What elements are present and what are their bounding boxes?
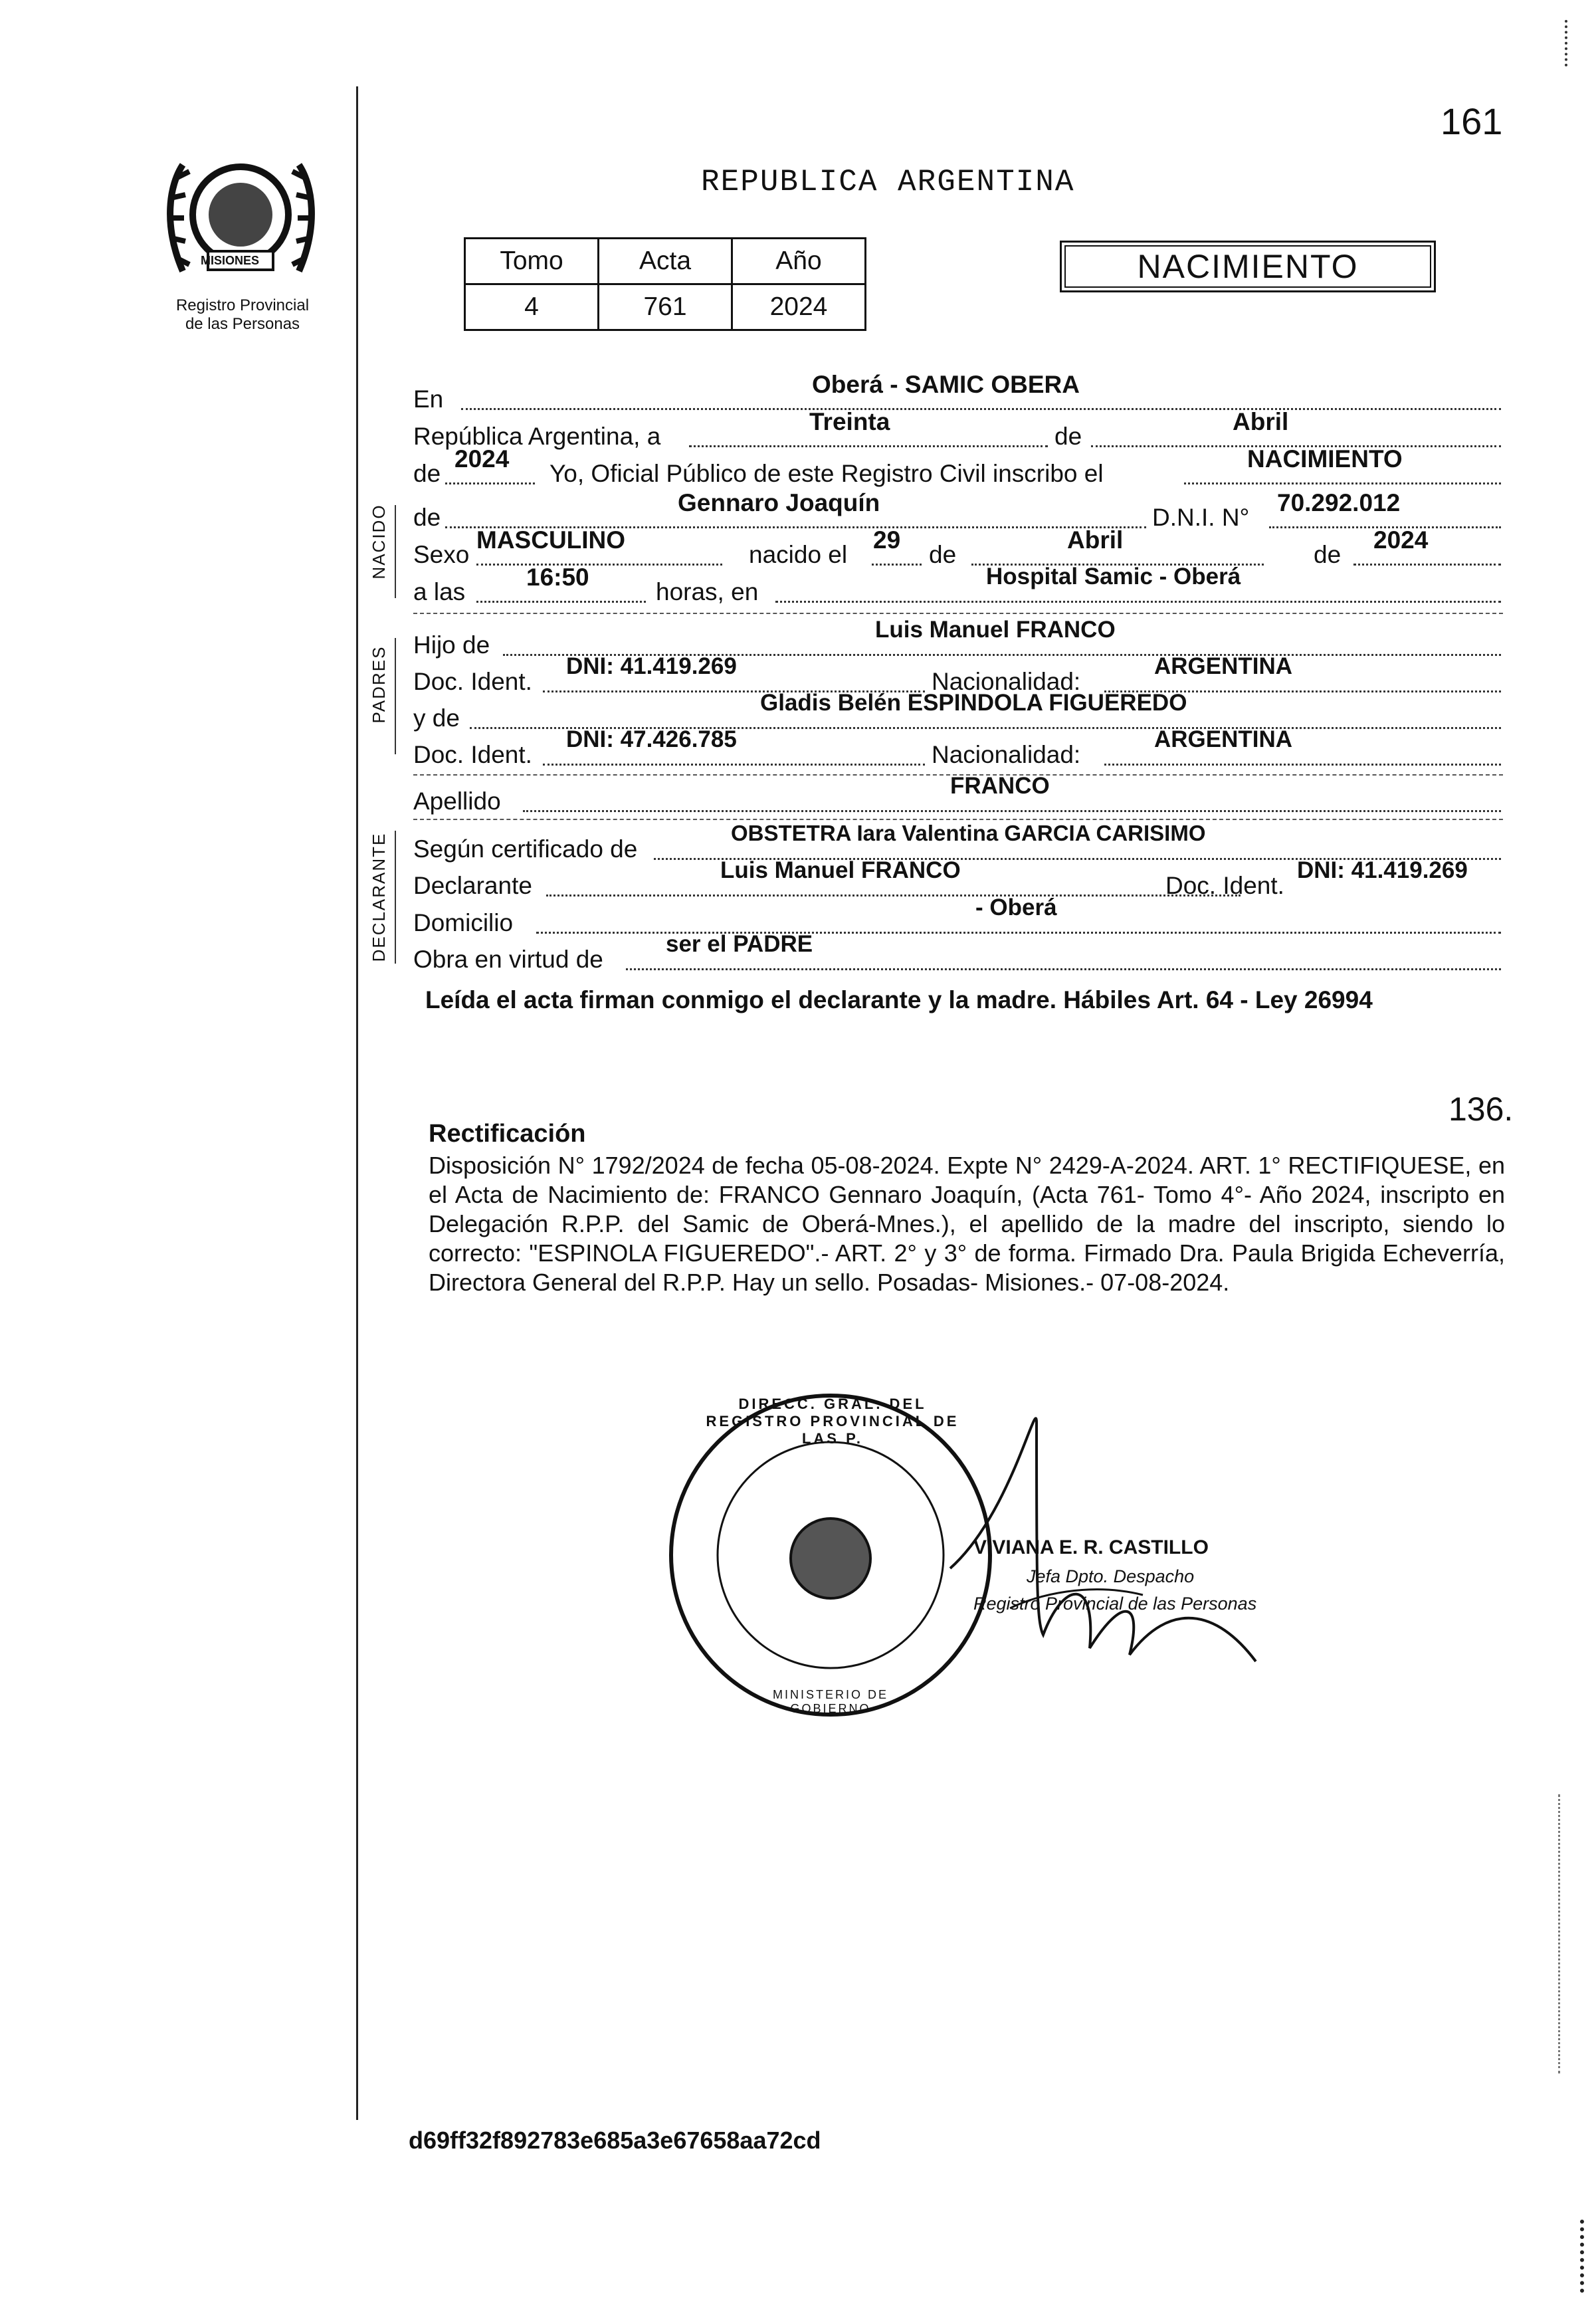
mes-value: Abril xyxy=(1233,408,1289,435)
row-hora xyxy=(413,564,1503,615)
header-acta: Acta xyxy=(599,239,732,284)
de-label-2: de xyxy=(413,460,441,487)
madre-doc: DNI: 47.426.785 xyxy=(566,726,737,752)
de-label: de xyxy=(1054,423,1082,450)
section-padres: PADRES xyxy=(369,645,389,724)
sexo-label: Sexo xyxy=(413,541,470,568)
horas-en-label: horas, en xyxy=(656,578,759,605)
anio-value: 2024 xyxy=(454,445,510,473)
rectificacion-text: Disposición N° 1792/2024 de fecha 05-08-2024. Expte N° 2429-A-2024. ART. 1° RECTIFIQUESE, en el Acta de Nacimiento de: FRANCO Gennaro Joaquín, (Acta 761- Tomo 4°- Año 2024, inscripto en Delegación R.P.P. del Samic de Oberá-Mnes.), el apellido de la madre del inscripto, siendo lo correcto: "ESPINOLA FIGUEREDO".- ART. 2° y 3° de forma. Firmado Dra. Paula Brigida Echeverría, Directora General del R.P.P. Hay un sello. Posadas- Misiones.- 07-08-2024. xyxy=(429,1152,1505,1296)
dia-value: Treinta xyxy=(809,408,890,435)
row-obra xyxy=(413,931,1503,983)
dni-label: D.N.I. N° xyxy=(1152,504,1250,531)
stamp-inner-text: MINISTERIO DE GOBIERNO xyxy=(772,1688,888,1715)
yde-label: y de xyxy=(413,704,460,732)
inscribo-value: NACIMIENTO xyxy=(1247,445,1403,473)
header-anio: Año xyxy=(732,239,866,284)
document-hash: d69ff32f892783e685a3e67658aa72cd xyxy=(409,2127,821,2154)
domicilio-label: Domicilio xyxy=(413,909,514,936)
signer-org: Registro Provincial de las Personas xyxy=(973,1594,1257,1614)
apellido-label: Apellido xyxy=(413,788,501,815)
obra-label: Obra en virtud de xyxy=(413,946,603,973)
page-title: REPUBLICA ARGENTINA xyxy=(701,165,1075,199)
madre-value: Gladis Belén ESPINDOLA FIGUEREDO xyxy=(760,690,1187,716)
inscribo-text: Yo, Oficial Público de este Registro Civil inscribo el xyxy=(549,460,1104,487)
rectificacion-number: 136. xyxy=(1448,1091,1514,1128)
nacido-label: nacido el xyxy=(749,541,848,568)
tomo-acta-anio-table xyxy=(464,237,866,331)
row-en xyxy=(413,371,1503,423)
apellido-value: FRANCO xyxy=(950,773,1050,799)
header-tomo: Tomo xyxy=(465,239,599,284)
nacido-de-2: de xyxy=(1314,541,1342,568)
nacido-anio: 2024 xyxy=(1373,526,1429,554)
nacionalidad-label: Nacionalidad: xyxy=(932,668,1081,695)
dni-value: 70.292.012 xyxy=(1277,489,1401,516)
seal-text-bottom: MISIONES xyxy=(201,254,260,267)
rectificacion-title: Rectificación xyxy=(429,1120,586,1148)
padre-value: Luis Manuel FRANCO xyxy=(875,617,1116,643)
declarante-value: Luis Manuel FRANCO xyxy=(720,857,961,883)
registry-line-1: Registro Provincial xyxy=(175,296,310,314)
hijo-label: Hijo de xyxy=(413,631,490,659)
padre-doc: DNI: 41.419.269 xyxy=(566,653,737,679)
en-value: Oberá - SAMIC OBERA xyxy=(812,371,1080,398)
en-label: En xyxy=(413,385,444,413)
signer-title: Jefa Dpto. Despacho xyxy=(1027,1566,1195,1586)
seal-text-top: PROVINCIA DE xyxy=(193,153,255,163)
closing-text: Leída el acta firman conmigo el declarante y la madre. Hábiles Art. 64 - Ley 26994 xyxy=(425,986,1373,1013)
row-declarante xyxy=(413,857,1503,909)
declarante-doc: DNI: 41.419.269 xyxy=(1297,857,1468,883)
hora-value: 16:50 xyxy=(526,564,589,591)
domicilio-value: - Oberá xyxy=(975,895,1057,920)
stamp-ring-text: DIRECC. GRAL. DEL REGISTRO PROVINCIAL DE LAS P. xyxy=(706,1396,959,1447)
value-acta: 761 xyxy=(599,284,732,330)
obra-value: ser el PADRE xyxy=(666,931,813,957)
padre-nac: ARGENTINA xyxy=(1154,653,1293,679)
certificado-label: Según certificado de xyxy=(413,835,638,863)
nacido-de: de xyxy=(929,541,957,568)
nombre-label: de xyxy=(413,504,441,531)
value-tomo: 4 xyxy=(465,284,599,330)
nacido-mes: Abril xyxy=(1067,526,1124,554)
doc-label: Doc. Ident. xyxy=(413,668,532,695)
provincial-seal-icon xyxy=(156,145,326,294)
signer-name: VIVIANA E. R. CASTILLO xyxy=(973,1536,1209,1558)
lugar-value: Hospital Samic - Oberá xyxy=(986,564,1241,589)
declarante-label: Declarante xyxy=(413,872,532,899)
page-number: 161 xyxy=(1441,100,1503,142)
sexo-value: MASCULINO xyxy=(476,526,626,554)
section-declarante: DECLARANTE xyxy=(369,832,389,962)
registry-line-2: de las Personas xyxy=(185,315,300,333)
nacionalidad-label-2: Nacionalidad: xyxy=(932,741,1081,768)
republica-label: República Argentina, a xyxy=(413,423,661,450)
margin-line xyxy=(356,86,358,2120)
value-anio: 2024 xyxy=(732,284,866,330)
record-type-box: NACIMIENTO xyxy=(1060,241,1436,292)
alas-label: a las xyxy=(413,578,466,605)
madre-nac: ARGENTINA xyxy=(1154,726,1293,752)
certificado-value: OBSTETRA Iara Valentina GARCIA CARISIMO xyxy=(731,821,1206,845)
doc-label-3: Doc. Ident. xyxy=(1165,872,1284,899)
section-nacido: NACIDO xyxy=(369,504,389,579)
nombre-value: Gennaro Joaquín xyxy=(678,489,880,516)
nacido-dia: 29 xyxy=(873,526,901,554)
row-domicilio xyxy=(413,895,1503,946)
doc-label-2: Doc. Ident. xyxy=(413,741,532,768)
